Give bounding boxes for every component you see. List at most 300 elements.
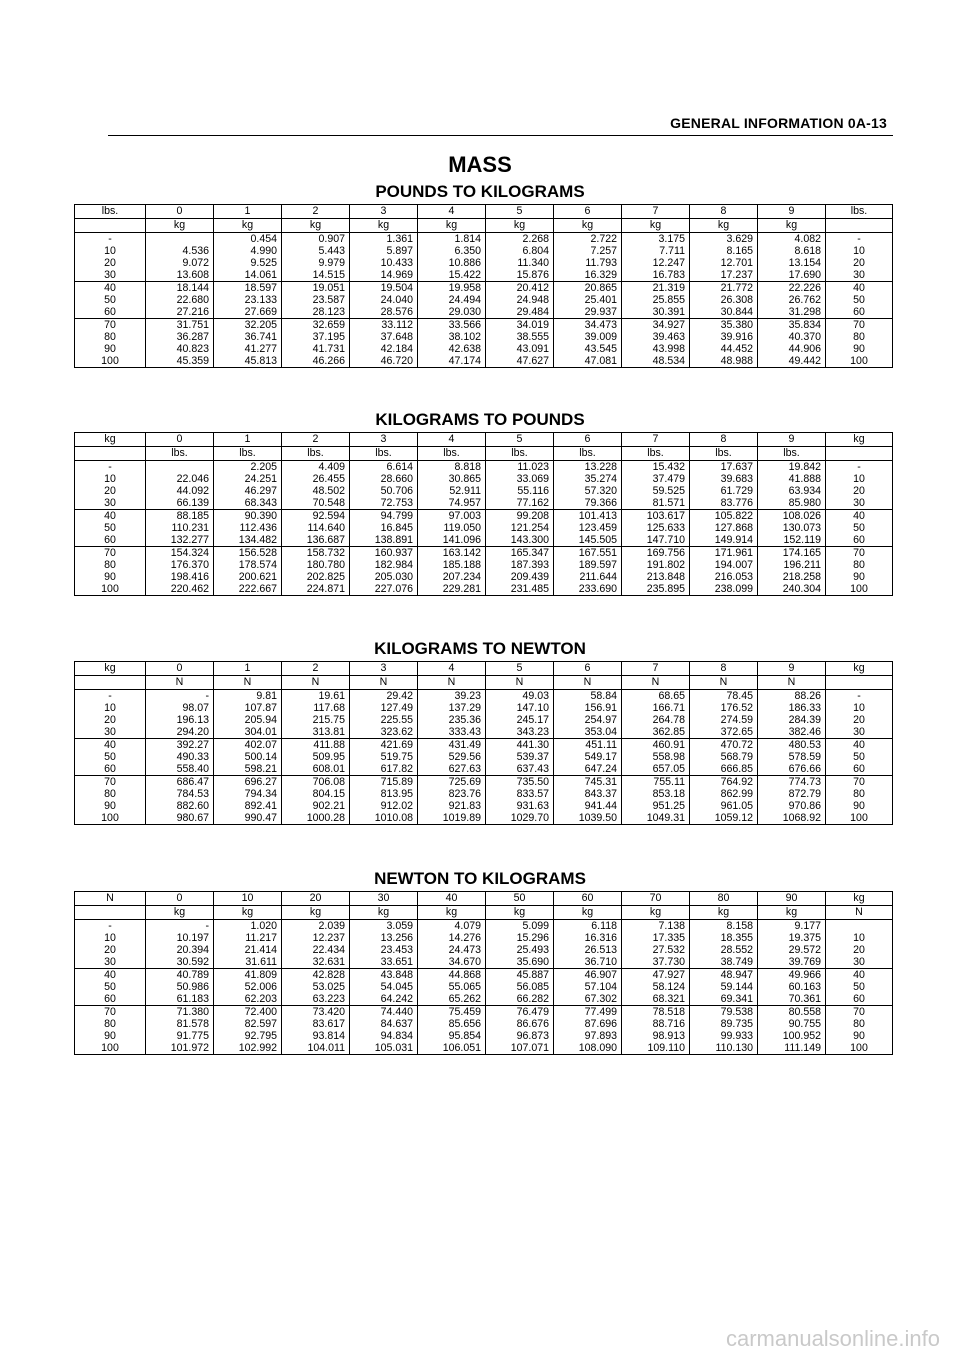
- table-cell: 156.91: [554, 702, 622, 714]
- table-cell: 10: [826, 932, 893, 944]
- table-cell: 725.69: [418, 776, 486, 789]
- table-cell: 94.799: [350, 510, 418, 523]
- table-cell: 77.162: [486, 497, 554, 510]
- table-cell: 715.89: [350, 776, 418, 789]
- table-row: [75, 1018, 893, 1030]
- table-cell: 100: [826, 812, 893, 825]
- table-cell: 15.296: [486, 932, 554, 944]
- table-cell: 50: [826, 522, 893, 534]
- table-cell: 45.813: [214, 355, 282, 368]
- table-cell: -: [826, 233, 893, 246]
- table-cell: 55.065: [418, 981, 486, 993]
- table-cell: 323.62: [350, 726, 418, 739]
- table-cell: lbs.: [690, 447, 758, 461]
- table-cell: 20: [75, 944, 146, 956]
- table-row: [75, 571, 893, 583]
- table-cell: 83.776: [690, 497, 758, 510]
- table-cell: 60: [826, 306, 893, 319]
- table-cell: 167.551: [554, 547, 622, 560]
- table-cell: 138.891: [350, 534, 418, 547]
- table-cell: 216.053: [690, 571, 758, 583]
- table-cell: 1068.92: [758, 812, 826, 825]
- table-cell: kg: [350, 219, 418, 233]
- table-cell: 82.597: [214, 1018, 282, 1030]
- table-cell: 441.30: [486, 739, 554, 752]
- table-cell: 3.059: [350, 920, 418, 933]
- table-cell: 46.720: [350, 355, 418, 368]
- table-cell: 123.459: [554, 522, 622, 534]
- table-cell: 20.412: [486, 282, 554, 295]
- table-cell: N: [282, 676, 350, 690]
- table-cell: 37.479: [622, 473, 690, 485]
- table-cell: 176.52: [690, 702, 758, 714]
- table-cell: 402.07: [214, 739, 282, 752]
- page-title: MASS: [448, 152, 512, 177]
- table-cell: 24.040: [350, 294, 418, 306]
- section-newton-to-kilograms: [0, 867, 960, 1055]
- table-cell: 72.753: [350, 497, 418, 510]
- table-cell: 108.026: [758, 510, 826, 523]
- table-cell: 107.071: [486, 1042, 554, 1055]
- table-cell: 18.355: [690, 932, 758, 944]
- table-row: [75, 497, 893, 510]
- table-cell: 70: [826, 319, 893, 332]
- table-cell: 3: [350, 662, 418, 676]
- table-cell: 34.019: [486, 319, 554, 332]
- table-cell: 13.228: [554, 461, 622, 474]
- table-cell: 28.123: [282, 306, 350, 319]
- table-cell: kg: [758, 219, 826, 233]
- table-cell: 3.629: [690, 233, 758, 246]
- table-cell: 48.947: [690, 969, 758, 982]
- table-cell: 22.226: [758, 282, 826, 295]
- table-cell: 233.690: [554, 583, 622, 596]
- table-cell: 4.536: [146, 245, 214, 257]
- table-cell: 43.998: [622, 343, 690, 355]
- table-cell: 19.958: [418, 282, 486, 295]
- table-cell: 6.614: [350, 461, 418, 474]
- table-cell: 676.66: [758, 763, 826, 776]
- table-cell: 7: [622, 433, 690, 447]
- table-cell: 951.25: [622, 800, 690, 812]
- table-cell: 31.298: [758, 306, 826, 319]
- table-cell: 9: [758, 433, 826, 447]
- table-cell: 16.783: [622, 269, 690, 282]
- table-cell: 86.676: [486, 1018, 554, 1030]
- table-cell: 4.990: [214, 245, 282, 257]
- watermark: carmanualsonline.info: [725, 1326, 940, 1351]
- table-cell: 19.375: [758, 932, 826, 944]
- table-cell: 80: [690, 892, 758, 906]
- table-cell: 9.177: [758, 920, 826, 933]
- table-cell: 80.558: [758, 1006, 826, 1019]
- table-cell: 21.319: [622, 282, 690, 295]
- table-cell: 100: [826, 355, 893, 368]
- table-cell: 451.11: [554, 739, 622, 752]
- conversion-table: [74, 661, 893, 825]
- table-cell: 0.454: [214, 233, 282, 246]
- table-unit-row: [75, 447, 893, 461]
- table-cell: 72.400: [214, 1006, 282, 1019]
- table-cell: 77.499: [554, 1006, 622, 1019]
- table-cell: 39.683: [690, 473, 758, 485]
- table-cell: 80: [75, 1018, 146, 1030]
- table-cell: 70: [826, 547, 893, 560]
- table-cell: kg: [146, 906, 214, 920]
- table-cell: 735.50: [486, 776, 554, 789]
- table-cell: 5.443: [282, 245, 350, 257]
- table-cell: 165.347: [486, 547, 554, 560]
- table-cell: 10: [75, 245, 146, 257]
- table-cell: 207.234: [418, 571, 486, 583]
- table-cell: 88.716: [622, 1018, 690, 1030]
- table-cell: 29.937: [554, 306, 622, 319]
- table-cell: 254.97: [554, 714, 622, 726]
- table-cell: 231.485: [486, 583, 554, 596]
- table-cell: 7.711: [622, 245, 690, 257]
- table-cell: 112.436: [214, 522, 282, 534]
- table-cell: 30: [826, 497, 893, 510]
- table-cell: -: [146, 690, 214, 703]
- table-cell: [75, 676, 146, 690]
- table-cell: 3: [350, 205, 418, 219]
- table-cell: 55.116: [486, 485, 554, 497]
- table-row: [75, 233, 893, 246]
- table-cell: N: [690, 676, 758, 690]
- table-cell: 100: [75, 583, 146, 596]
- table-cell: kg: [75, 433, 146, 447]
- table-cell: 2.039: [282, 920, 350, 933]
- table-cell: 50: [486, 892, 554, 906]
- table-cell: 80: [826, 788, 893, 800]
- table-cell: 17.237: [690, 269, 758, 282]
- table-cell: lbs.: [75, 205, 146, 219]
- table-cell: 235.36: [418, 714, 486, 726]
- table-cell: 171.961: [690, 547, 758, 560]
- table-cell: 28.576: [350, 306, 418, 319]
- table-cell: 17.335: [622, 932, 690, 944]
- table-cell: 80: [826, 1018, 893, 1030]
- table-cell: 60: [554, 892, 622, 906]
- table-cell: 853.18: [622, 788, 690, 800]
- table-cell: 39.769: [758, 956, 826, 969]
- table-cell: 902.21: [282, 800, 350, 812]
- table-cell: 61.183: [146, 993, 214, 1006]
- table-cell: 74.957: [418, 497, 486, 510]
- table-cell: 50: [75, 751, 146, 763]
- table-row: [75, 355, 893, 368]
- table-cell: 60: [75, 534, 146, 547]
- table-cell: 88.185: [146, 510, 214, 523]
- table-cell: 185.188: [418, 559, 486, 571]
- table-cell: 30: [75, 956, 146, 969]
- table-cell: 29.484: [486, 306, 554, 319]
- table-cell: 60: [75, 763, 146, 776]
- table-cell: 90: [826, 1030, 893, 1042]
- table-cell: 63.934: [758, 485, 826, 497]
- table-cell: 68.343: [214, 497, 282, 510]
- table-cell: lbs.: [282, 447, 350, 461]
- conversion-table: [74, 891, 893, 1055]
- table-cell: 9.072: [146, 257, 214, 269]
- table-cell: 36.287: [146, 331, 214, 343]
- table-cell: 0: [146, 433, 214, 447]
- table-cell: N: [622, 676, 690, 690]
- table-cell: 1.020: [214, 920, 282, 933]
- table-cell: 7: [622, 205, 690, 219]
- table-cell: 66.282: [486, 993, 554, 1006]
- table-cell: 41.277: [214, 343, 282, 355]
- section-title: NEWTON TO KILOGRAMS: [374, 869, 586, 888]
- table-cell: 11.023: [486, 461, 554, 474]
- table-cell: 9: [758, 662, 826, 676]
- table-cell: 50: [826, 751, 893, 763]
- table-cell: 127.49: [350, 702, 418, 714]
- table-cell: 529.56: [418, 751, 486, 763]
- table-cell: lbs.: [826, 205, 893, 219]
- table-row: [75, 739, 893, 752]
- table-cell: 53.025: [282, 981, 350, 993]
- table-cell: 9: [758, 205, 826, 219]
- table-cell: 137.29: [418, 702, 486, 714]
- table-cell: 30: [826, 726, 893, 739]
- table-cell: 93.814: [282, 1030, 350, 1042]
- table-cell: -: [75, 461, 146, 474]
- table-cell: 5: [486, 662, 554, 676]
- table-cell: 100: [826, 1042, 893, 1055]
- table-cell: 70: [75, 1006, 146, 1019]
- table-cell: 20: [826, 485, 893, 497]
- table-header-row: [75, 205, 893, 219]
- table-cell: 90: [75, 800, 146, 812]
- table-cell: 16.316: [554, 932, 622, 944]
- table-cell: 80: [826, 559, 893, 571]
- table-cell: 14.969: [350, 269, 418, 282]
- table-cell: 20: [75, 714, 146, 726]
- table-cell: 158.732: [282, 547, 350, 560]
- table-cell: 26.513: [554, 944, 622, 956]
- table-cell: 598.21: [214, 763, 282, 776]
- table-row: [75, 993, 893, 1006]
- table-cell: N: [486, 676, 554, 690]
- table-cell: 35.834: [758, 319, 826, 332]
- table-cell: 42.638: [418, 343, 486, 355]
- table-cell: 80: [75, 559, 146, 571]
- table-cell: 196.211: [758, 559, 826, 571]
- table-cell: 65.262: [418, 993, 486, 1006]
- table-cell: 134.482: [214, 534, 282, 547]
- table-cell: [75, 447, 146, 461]
- table-cell: N: [418, 676, 486, 690]
- table-cell: 90: [75, 1030, 146, 1042]
- table-cell: 225.55: [350, 714, 418, 726]
- table-cell: 152.119: [758, 534, 826, 547]
- table-cell: N: [554, 676, 622, 690]
- table-cell: 80: [826, 331, 893, 343]
- table-cell: 52.911: [418, 485, 486, 497]
- table-cell: -: [75, 920, 146, 933]
- table-row: [75, 763, 893, 776]
- table-row: [75, 269, 893, 282]
- table-cell: 10: [826, 702, 893, 714]
- table-cell: 50: [75, 981, 146, 993]
- table-cell: 101.972: [146, 1042, 214, 1055]
- table-cell: 784.53: [146, 788, 214, 800]
- table-cell: 5: [486, 205, 554, 219]
- table-cell: 90: [758, 892, 826, 906]
- table-cell: 6: [554, 205, 622, 219]
- table-cell: kg: [486, 219, 554, 233]
- table-row: [75, 343, 893, 355]
- table-cell: 294.20: [146, 726, 214, 739]
- table-cell: 558.40: [146, 763, 214, 776]
- table-cell: 50: [75, 522, 146, 534]
- table-cell: 46.266: [282, 355, 350, 368]
- section-title: POUNDS TO KILOGRAMS: [375, 182, 585, 201]
- table-cell: 68.321: [622, 993, 690, 1006]
- table-cell: 50: [826, 294, 893, 306]
- table-cell: 9.525: [214, 257, 282, 269]
- section-kilograms-to-pounds: [0, 408, 960, 596]
- table-row: [75, 1030, 893, 1042]
- table-cell: 509.95: [282, 751, 350, 763]
- table-cell: 18.144: [146, 282, 214, 295]
- table-cell: kg: [75, 662, 146, 676]
- table-cell: 11.217: [214, 932, 282, 944]
- table-cell: 92.795: [214, 1030, 282, 1042]
- table-cell: 80: [75, 788, 146, 800]
- table-cell: 70: [75, 547, 146, 560]
- section-title: KILOGRAMS TO POUNDS: [375, 410, 585, 429]
- table-cell: 480.53: [758, 739, 826, 752]
- table-cell: 117.68: [282, 702, 350, 714]
- table-cell: 50: [75, 294, 146, 306]
- table-cell: 50.706: [350, 485, 418, 497]
- table-cell: lbs.: [146, 447, 214, 461]
- table-row: [75, 920, 893, 933]
- table-cell: 70.548: [282, 497, 350, 510]
- table-cell: 79.366: [554, 497, 622, 510]
- table-cell: 90.390: [214, 510, 282, 523]
- table-cell: 24.494: [418, 294, 486, 306]
- table-cell: 147.710: [622, 534, 690, 547]
- table-cell: 421.69: [350, 739, 418, 752]
- table-cell: 29.42: [350, 690, 418, 703]
- table-cell: 12.237: [282, 932, 350, 944]
- table-cell: 23.453: [350, 944, 418, 956]
- table-cell: 696.27: [214, 776, 282, 789]
- table-cell: 44.906: [758, 343, 826, 355]
- table-cell: 211.644: [554, 571, 622, 583]
- table-cell: 6.804: [486, 245, 554, 257]
- table-cell: 59.144: [690, 981, 758, 993]
- table-cell: 23.587: [282, 294, 350, 306]
- table-cell: 235.895: [622, 583, 690, 596]
- table-cell: 99.208: [486, 510, 554, 523]
- table-cell: 343.23: [486, 726, 554, 739]
- table-cell: 49.03: [486, 690, 554, 703]
- table-cell: kg: [690, 219, 758, 233]
- table-cell: [826, 447, 893, 461]
- table-cell: 186.33: [758, 702, 826, 714]
- table-cell: 0: [146, 662, 214, 676]
- table-cell: 60.163: [758, 981, 826, 993]
- table-cell: 160.937: [350, 547, 418, 560]
- table-cell: 0: [146, 892, 214, 906]
- table-cell: 68.65: [622, 690, 690, 703]
- table-cell: 1: [214, 205, 282, 219]
- table-cell: 15.432: [622, 461, 690, 474]
- table-cell: kg: [282, 219, 350, 233]
- table-cell: 30: [75, 269, 146, 282]
- table-cell: 4: [418, 205, 486, 219]
- table-cell: 29.030: [418, 306, 486, 319]
- table-cell: N: [758, 676, 826, 690]
- table-cell: 13.608: [146, 269, 214, 282]
- table-cell: 931.63: [486, 800, 554, 812]
- table-cell: 8: [690, 662, 758, 676]
- table-cell: 362.85: [622, 726, 690, 739]
- table-cell: 101.413: [554, 510, 622, 523]
- table-cell: 26.762: [758, 294, 826, 306]
- table-row: [75, 812, 893, 825]
- table-cell: 33.651: [350, 956, 418, 969]
- table-cell: 24.473: [418, 944, 486, 956]
- table-cell: 87.696: [554, 1018, 622, 1030]
- table-cell: 10: [214, 892, 282, 906]
- table-cell: 196.13: [146, 714, 214, 726]
- table-cell: 74.440: [350, 1006, 418, 1019]
- table-cell: 5: [486, 433, 554, 447]
- table-cell: 89.735: [690, 1018, 758, 1030]
- table-cell: 549.17: [554, 751, 622, 763]
- table-cell: 110.130: [690, 1042, 758, 1055]
- table-cell: 97.003: [418, 510, 486, 523]
- table-cell: 13.154: [758, 257, 826, 269]
- table-cell: N: [75, 892, 146, 906]
- conversion-table: [74, 204, 893, 368]
- table-cell: 392.27: [146, 739, 214, 752]
- table-cell: 813.95: [350, 788, 418, 800]
- table-cell: 862.99: [690, 788, 758, 800]
- table-row: [75, 776, 893, 789]
- table-cell: 30.391: [622, 306, 690, 319]
- table-cell: 8: [690, 205, 758, 219]
- table-cell: 229.281: [418, 583, 486, 596]
- table-cell: 4: [418, 433, 486, 447]
- table-cell: 39.916: [690, 331, 758, 343]
- table-cell: 8.158: [690, 920, 758, 933]
- table-cell: 32.659: [282, 319, 350, 332]
- table-cell: 823.76: [418, 788, 486, 800]
- table-cell: 12.247: [622, 257, 690, 269]
- table-cell: 5.897: [350, 245, 418, 257]
- table-cell: 16.329: [554, 269, 622, 282]
- table-cell: 8.618: [758, 245, 826, 257]
- table-cell: 50: [826, 981, 893, 993]
- table-cell: 26.455: [282, 473, 350, 485]
- table-row: [75, 751, 893, 763]
- table-cell: 47.081: [554, 355, 622, 368]
- table-cell: 45.359: [146, 355, 214, 368]
- table-cell: 20: [826, 714, 893, 726]
- table-cell: 238.099: [690, 583, 758, 596]
- table-cell: 42.828: [282, 969, 350, 982]
- table-cell: -: [826, 461, 893, 474]
- table-cell: 36.710: [554, 956, 622, 969]
- table-cell: 108.090: [554, 1042, 622, 1055]
- table-cell: lbs.: [758, 447, 826, 461]
